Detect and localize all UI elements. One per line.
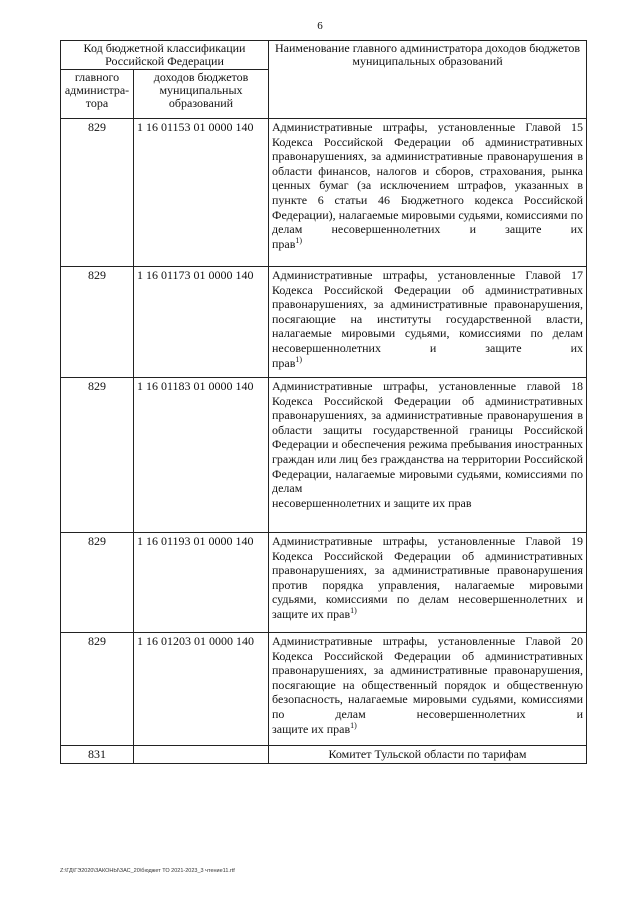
budget-code: 1 16 01193 01 0000 140 [134,533,269,633]
footnote-mark: 1) [295,235,303,245]
budget-code: 1 16 01173 01 0000 140 [134,267,269,378]
footer-file-path: Z:\ГД\ГЭ2020\ЗАКОНЫ\ЗАС_20\бюджет ТО 2021-2023_3 чтение11.rtf [60,868,235,874]
admin-code: 829 [61,633,134,746]
description [269,267,587,378]
table-row-committee [61,746,587,764]
classification-table [60,40,587,764]
admin-code: 829 [61,119,134,267]
admin-code: 831 [61,746,134,764]
budget-code: 1 16 01153 01 0000 140 [134,119,269,267]
description-tail: защите их прав$^{1)}$ [272,605,357,621]
header-admin: главного администра-тора [61,70,134,119]
footnote-mark: 1) [295,354,303,364]
table-row [61,533,587,633]
description [269,119,587,267]
table-row [61,267,587,378]
description-text: Административные штрафы, установленные главой 18 Кодекса Российской Федерации об административных правонарушениях, за административные правонарушения в области защиты государственной границы Российской Федерации и обеспечения режима пребывания иностранных граждан или лиц без гражданства на территории Российской Федерации, налагаемые мировыми судьями, комиссиями по делам [272,379,583,496]
description-tail: несовершеннолетних и защите их прав [272,495,472,510]
header-name: Наименование главного администратора доходов бюджетов муниципальных образований [269,41,587,119]
description-tail: прав$^{1)}$ [272,235,303,251]
footnote-mark: 1) [350,720,357,730]
budget-code: 1 16 01203 01 0000 140 [134,633,269,746]
description-text: Административные штрафы, установленные Главой 20 Кодекса Российской Федерации об административных правонарушениях, за административные правонарушения, посягающие на общественный порядок и общественную безопасность, налагаемые мировыми судьями, комиссиями по делам несовершеннолетних и [272,634,583,721]
committee-name: Комитет Тульской области по тарифам [269,746,587,764]
description-tail: прав$^{1)}$ [272,354,303,370]
description-text: Административные штрафы, установленные Главой 17 Кодекса Российской Федерации об административных правонарушениях, за административные правонарушения, посягающие на институты государственной власти, налагаемые мировыми судьями, комиссиями по делам несовершеннолетних и защите их [272,268,583,355]
footnote-mark: 1) [350,605,357,615]
budget-code-empty [134,746,269,764]
header-group-title: Код бюджетной классификации Российской Федерации [61,41,269,70]
description-text: Административные штрафы, установленные Главой 19 Кодекса Российской Федерации об административных правонарушениях, за административные правонарушения против порядка управления, налагаемые мировыми судьями, комиссиями по делам несовершеннолетних и [272,534,583,607]
table-row [61,378,587,533]
admin-code: 829 [61,378,134,533]
table-row [61,633,587,746]
admin-code: 829 [61,533,134,633]
table-row [61,119,587,267]
header-row [61,41,587,70]
description [269,533,587,633]
admin-code: 829 [61,267,134,378]
budget-code: 1 16 01183 01 0000 140 [134,378,269,533]
page-number: 6 [317,20,323,32]
description-text: Административные штрафы, установленные Главой 15 Кодекса Российской Федерации об административных правонарушениях, за административные правонарушения в области финансов, налогов и сборов, страхования, рынка ценных бумаг (за исключением штрафов, указанных в пункте 6 статьи 46 Бюджетного кодекса Российской Федерации), налагаемые мировыми судьями, комиссиями по делам несовершеннолетних и защите их [272,120,583,237]
header-income: доходов бюджетов муниципальных образований [134,70,269,119]
description [269,633,587,746]
description-tail: защите их прав$^{1)}$ [272,720,357,736]
description [269,378,587,533]
